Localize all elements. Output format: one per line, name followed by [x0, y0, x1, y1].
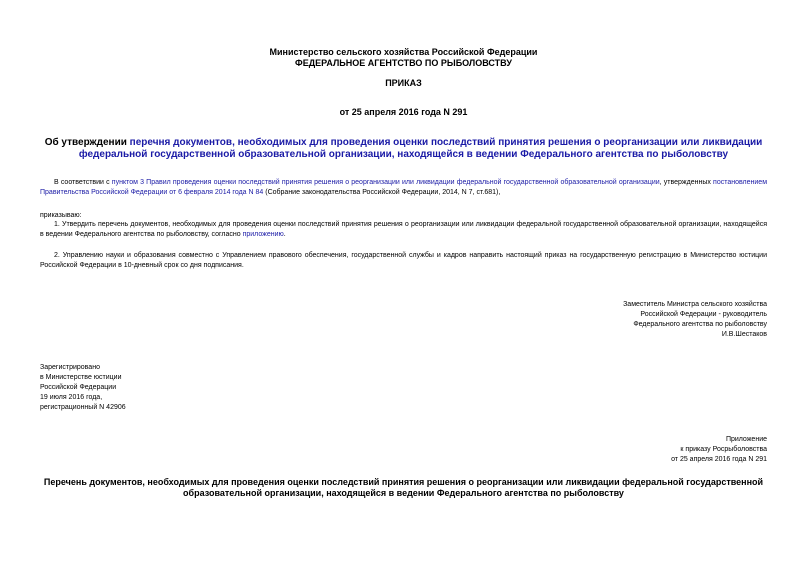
document-header	[0, 47, 807, 69]
subject-prefix: Об утверждении	[44, 137, 130, 148]
p3-text-b: .	[283, 231, 286, 238]
decree-link[interactable]: постановлением Правительства Российской Федерации от 6 февраля 2014 года N 84	[40, 179, 768, 196]
paragraph-item-1	[40, 220, 767, 240]
annex-order-date: от 25 апреля 2016 года N 291	[671, 456, 767, 463]
p1-text-b: , утвержденных	[659, 179, 714, 186]
registration-line-2: в Министерстве юстиции	[40, 374, 122, 381]
registration-date: 19 июля 2016 года,	[40, 394, 103, 401]
ministry-name: Министерство сельского хозяйства Российской Федерации	[269, 47, 538, 57]
registration-line-1: Зарегистрировано	[40, 364, 100, 371]
registration-block	[40, 363, 126, 413]
registration-line-3: Российской Федерации	[40, 384, 117, 391]
paragraph-item-2: 2. Управлению науки и образования совместно с Управлением правового обеспечения, государственной службы и кадров направить настоящий приказ на государственную регистрацию в Министерство юстиции Российской Федерации в 10-дневный срок со дня подписания.	[40, 252, 767, 269]
annex-order-ref: к приказу Росрыболовства	[680, 446, 767, 453]
annex-title: Перечень документов, необходимых для проведения оценки последствий принятия решения о реорганизации или ликвидации федеральной государственной образовательной организации, находящейся в ведении Федерального агентства по рыболовству	[43, 477, 764, 498]
document-type: ПРИКАЗ	[385, 78, 422, 88]
agency-name: ФЕДЕРАЛЬНОЕ АГЕНТСТВО ПО РЫБОЛОВСТВУ	[295, 58, 512, 68]
subject-link[interactable]: перечня документов, необходимых для проведения оценки последствий принятия решения о реорганизации или ликвидации федеральной государственной образовательной организации, находящейся в ведении Федерального агентства по рыболовству	[78, 137, 763, 160]
paragraph-order-word: приказываю:	[40, 212, 82, 219]
order-date-number: от 25 апреля 2016 года N 291	[339, 107, 468, 117]
signatory-name: И.В.Шестаков	[721, 331, 767, 338]
signature-line-1: Заместитель Министра сельского хозяйства	[623, 301, 767, 308]
annex-label: Приложение	[725, 436, 767, 443]
annex-header	[671, 435, 767, 465]
signature-block	[623, 300, 767, 340]
p1-text-a: В соответствии с	[54, 179, 112, 186]
p3-text-a: 1. Утвердить перечень документов, необходимых для проведения оценки последствий принятия решения о реорганизации или ликвидации федеральной государственной образовательной организации, находящейся в ведении Федерального агентства по рыболовству, согласно	[40, 221, 767, 238]
signature-line-3: Федерального агентства по рыболовству	[633, 321, 767, 328]
signature-line-2: Российской Федерации - руководитель	[640, 311, 767, 318]
order-subject	[40, 137, 767, 161]
registration-number: регистрационный N 42906	[40, 404, 126, 411]
annex-link[interactable]: приложению	[242, 231, 284, 238]
p1-text-c: (Собрание законодательства Российской Федерации, 2014, N 7, ст.681),	[263, 189, 501, 196]
rules-link[interactable]: пунктом 3 Правил проведения оценки последствий принятия решения о реорганизации или ликвидации федеральной государственной образовательной организации	[111, 179, 660, 186]
paragraph-basis	[40, 178, 767, 198]
